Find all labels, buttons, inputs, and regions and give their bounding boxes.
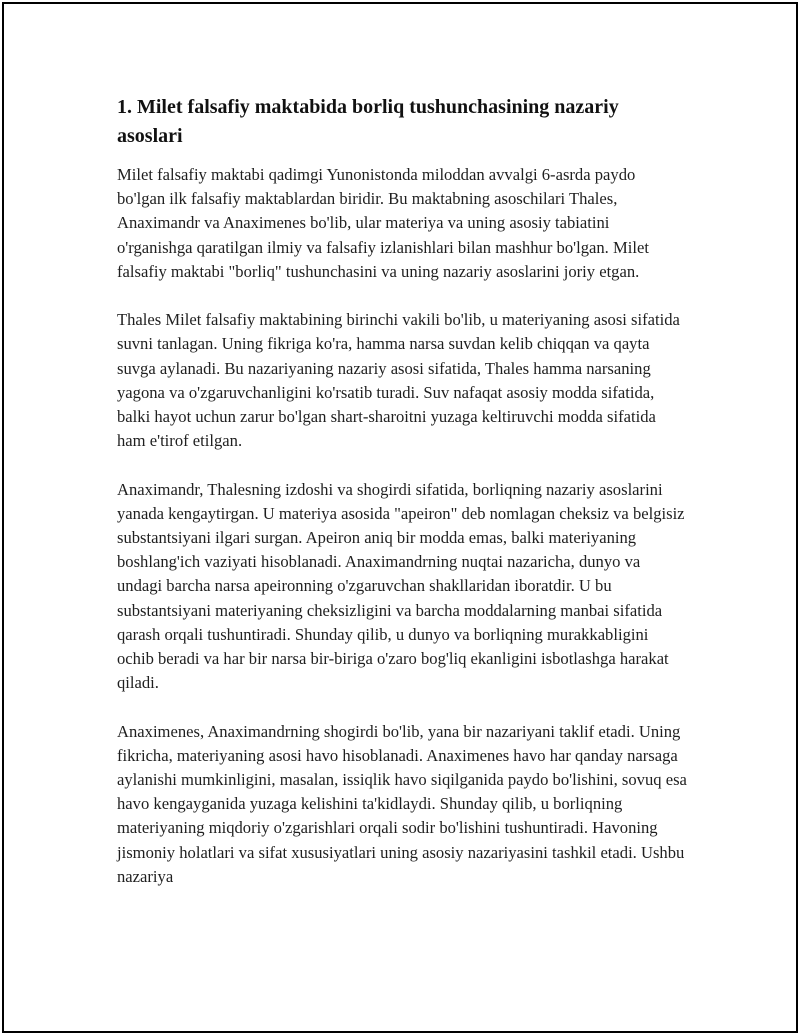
paragraph-anaximandr: Anaximandr, Thalesning izdoshi va shogirdi sifatida, borliqning nazariy asoslarini yanada kengaytirgan. U materiya asosida "apeiron" deb nomlagan cheksiz va belgisiz substantsiyani ilgari surgan. Apeiron aniq bir modda emas, balki materiyaning boshlang'ich vaziyati hisoblanadi. Anaximandrning nuqtai nazaricha, dunyo va undagi barcha narsa apeironning o'zgaruvchan shakllaridan iboratdir. U bu substantsiyani materiyaning cheksizligini va barcha moddalarning manbai sifatida qarash orqali tushuntiradi. Shunday qilib, u dunyo va borliqning murakkabligini ochib beradi va har bir narsa bir-biriga o'zaro bog'liq ekanligini isbotlashga harakat qiladi. <box>117 479 685 693</box>
document-body <box>117 93 687 913</box>
section-heading: 1. Milet falsafiy maktabida borliq tushunchasining nazariy asoslari <box>117 96 619 147</box>
paragraph-anaximenes: Anaximenes, Anaximandrning shogirdi bo'lib, yana bir nazariyani taklif etadi. Uning fikricha, materiyaning asosi havo hisoblanadi. Anaximenes havo har qanday narsaga aylanishi mumkinligini, masalan, issiqlik havo siqilganida paydo bo'lishini, sovuq esa havo kengayganida yuzaga kelishini ta'kidlaydi. Shunday qilib, u borliqning materiyaning miqdoriy o'zgarishlari orqali sodir bo'lishini tushuntiradi. Havoning jismoniy holatlari va sifat xususiyatlari uning asosiy nazariyasini tashkil etadi. Ushbu nazariya <box>117 721 687 886</box>
paragraph-thales: Thales Milet falsafiy maktabining birinchi vakili bo'lib, u materiyaning asosi sifatida suvni tanlagan. Uning fikriga ko'ra, hamma narsa suvdan kelib chiqqan va qayta suvga aylanadi. Bu nazariyaning nazariy asosi sifatida, Thales hamma narsaning yagona va o'zgaruvchanligini ko'rsatib turadi. Suv nafaqat asosiy modda sifatida, balki hayot uchun zarur bo'lgan shart-sharoitni yuzaga keltiruvchi modda sifatida ham e'tirof etilgan. <box>117 310 680 451</box>
paragraph-milet-intro: Milet falsafiy maktabi qadimgi Yunonistonda miloddan avvalgi 6-asrda paydo bo'lgan ilk falsafiy maktablardan biridir. Bu maktabning asoschilari Thales, Anaximandr va Anaximenes bo'lib, ular materiya va uning asosiy tabiatini o'rganishga qaratilgan ilmiy va falsafiy izlanishlari bilan mashhur bo'lgan. Milet falsafiy maktabi "borliq" tushunchasini va uning nazariy asoslarini joriy etgan. <box>117 165 649 281</box>
